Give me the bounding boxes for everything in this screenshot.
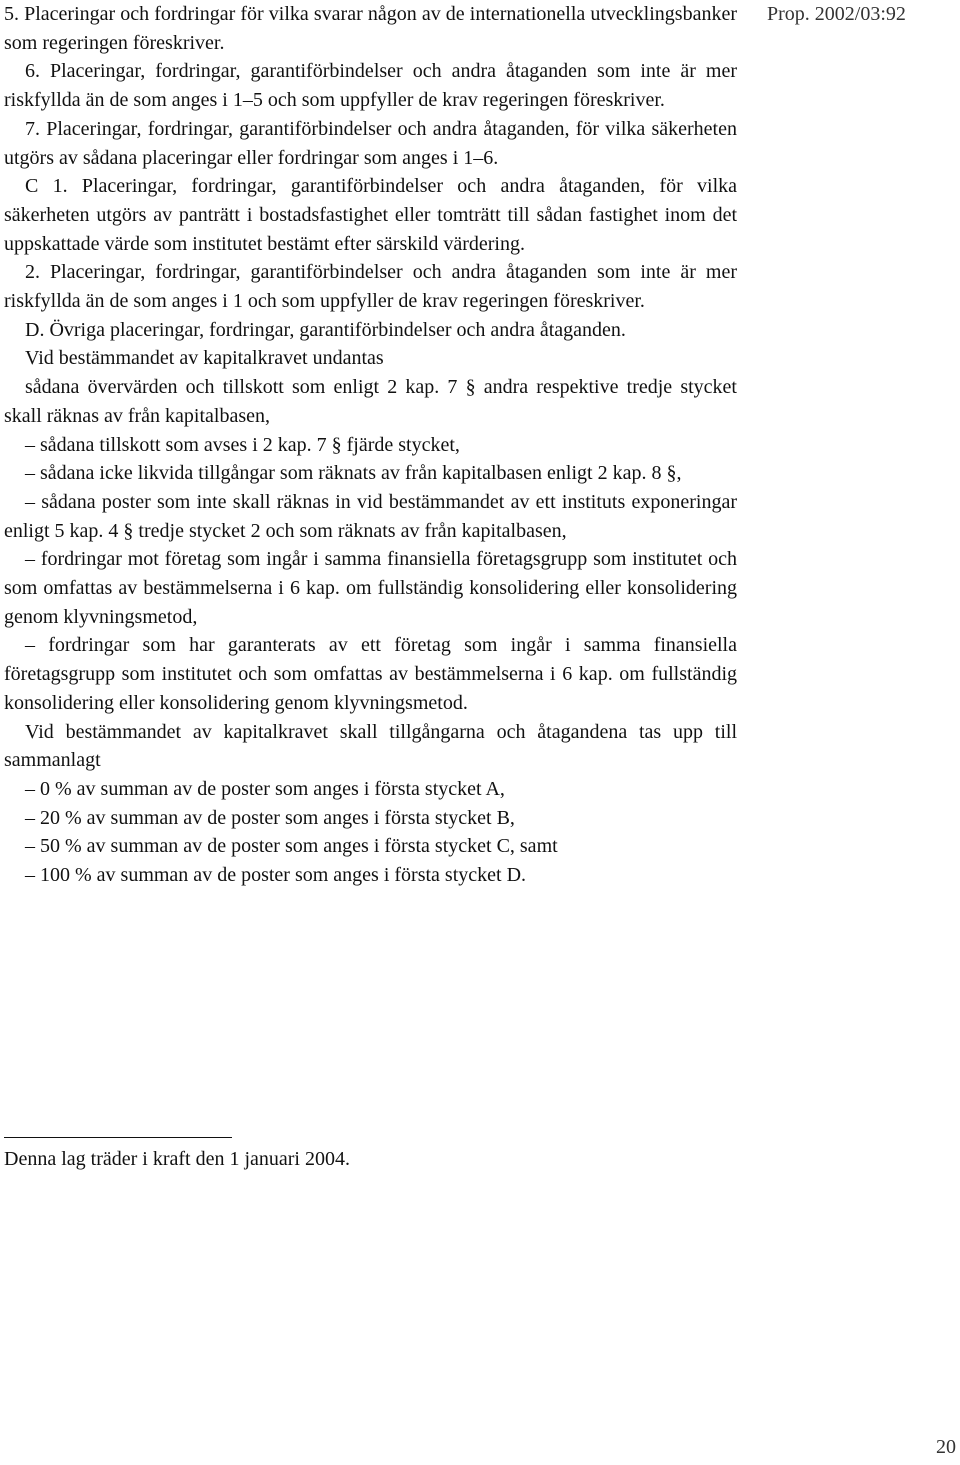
main-text-column bbox=[4, 0, 737, 890]
paragraph-item-6: 6. Placeringar, fordringar, garantiförbindelser och andra åtaganden som inte är mer riskfyllda än de som anges i 1–5 och som uppfyller de krav regeringen föreskriver. bbox=[4, 60, 737, 112]
dash-item-2: – sådana tillskott som avses i 2 kap. 7 § fjärde stycket, bbox=[25, 433, 460, 456]
dash-item-4: – sådana poster som inte skall räknas in vid bestämmandet av ett instituts exponeringar enligt 5 kap. 4 § tredje stycket 2 och som räknats av från kapitalbasen, bbox=[4, 490, 737, 542]
dash-item-6: – fordringar som har garanterats av ett företag som ingår i samma finansiella företagsgrupp som institutet och som omfattas av bestämmelserna i 6 kap. om fullständig konsolidering eller konsolidering genom klyvningsmetod. bbox=[4, 634, 737, 714]
proposition-reference: Prop. 2002/03:92 bbox=[767, 3, 906, 25]
effective-date-note: Denna lag träder i kraft den 1 januari 2004. bbox=[4, 1148, 350, 1170]
paragraph-item-7: 7. Placeringar, fordringar, garantiförbindelser och andra åtaganden, för vilka säkerheten utgörs av sådana placeringar eller fordringar som anges i 1–6. bbox=[4, 117, 737, 169]
paragraph-c1: C 1. Placeringar, fordringar, garantiförbindelser och andra åtaganden, för vilka säkerheten utgörs av panträtt i bostadsfastighet eller tomträtt till sådan fastighet inom det uppskattade värde som institutet bestämt efter särskild värdering. bbox=[4, 175, 737, 255]
list-item-0-percent: – 0 % av summan av de poster som anges i första stycket A, bbox=[25, 777, 505, 800]
dash-item-3: – sådana icke likvida tillgångar som räknats av från kapitalbasen enligt 2 kap. 8 §, bbox=[25, 462, 682, 485]
paragraph-sammanlagt: Vid bestämmandet av kapitalkravet skall tillgångarna och åtagandena tas upp till sammanlagt bbox=[4, 720, 737, 772]
list-item-100-percent: – 100 % av summan av de poster som anges i första stycket D. bbox=[25, 864, 527, 887]
list-item-50-percent: – 50 % av summan av de poster som anges i första stycket C, samt bbox=[25, 835, 558, 858]
list-item-20-percent: – 20 % av summan av de poster som anges i första stycket B, bbox=[25, 806, 515, 829]
paragraph-item-5: 5. Placeringar och fordringar för vilka svarar någon av de internationella utvecklingsbanker som regeringen föreskriver. bbox=[4, 3, 737, 54]
dash-item-1: sådana övervärden och tillskott som enligt 2 kap. 7 § andra respektive tredje stycket skall räknas av från kapitalbasen, bbox=[4, 376, 737, 427]
paragraph-c2: 2. Placeringar, fordringar, garantiförbindelser och andra åtaganden som inte är mer riskfyllda än de som anges i 1 och som uppfyller de krav regeringen föreskriver. bbox=[4, 261, 737, 313]
page-number: 20 bbox=[936, 1436, 956, 1458]
paragraph-d: D. Övriga placeringar, fordringar, garantiförbindelser och andra åtaganden. bbox=[25, 318, 626, 341]
paragraph-undantas: Vid bestämmandet av kapitalkravet undantas bbox=[25, 347, 384, 370]
footnote-divider bbox=[4, 1137, 232, 1138]
dash-item-5: – fordringar mot företag som ingår i samma finansiella företagsgrupp som institutet och som omfattas av bestämmelserna i 6 kap. om fullständig konsolidering eller konsolidering genom klyvningsmetod, bbox=[4, 548, 737, 628]
